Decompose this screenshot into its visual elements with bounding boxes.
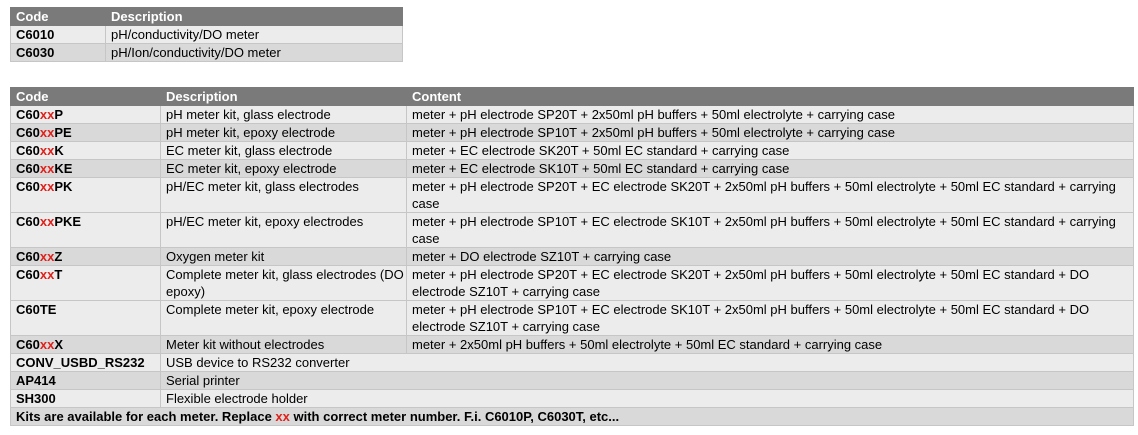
table-row [11,354,1134,372]
kit-content: meter + DO electrode SZ10T + carrying case [407,248,1134,266]
table-row [11,336,1134,354]
kit-code [11,301,161,336]
accessory-code: SH300 [11,390,161,408]
kit-code [11,106,161,124]
kit-code-placeholder: xx [39,107,55,122]
table-row [11,160,1134,178]
kit-description: Complete meter kit, glass electrodes (DO epoxy) [161,266,407,301]
kit-code [11,248,161,266]
kit-content: meter + pH electrode SP10T + EC electrode SK10T + 2x50ml pH buffers + 50ml electrolyte + 50ml EC standard + DO electrode SZ10T + carrying case [407,301,1134,336]
kit-code-prefix: C60 [16,249,40,264]
kit-content: meter + pH electrode SP20T + 2x50ml pH buffers + 50ml electrolyte + carrying case [407,106,1134,124]
kit-code-prefix: C60 [16,107,40,122]
kit-content: meter + EC electrode SK10T + 50ml EC standard + carrying case [407,160,1134,178]
kit-code-suffix: T [54,267,63,282]
kit-description: pH meter kit, epoxy electrode [161,124,407,142]
kit-code-placeholder: xx [39,125,55,140]
kits-header-row [11,88,1134,106]
footer-note-after: with correct meter number. F.i. C6010P, C6030T, etc... [289,409,620,424]
kit-code-placeholder: xx [39,161,55,176]
kit-code-placeholder: xx [39,267,55,282]
kit-code-suffix: PK [54,179,73,194]
table-row [11,44,403,62]
kit-code-placeholder: xx [39,179,55,194]
kit-description: EC meter kit, epoxy electrode [161,160,407,178]
table-row [11,178,1134,213]
kit-code-placeholder: xx [39,249,55,264]
table-row [11,390,1134,408]
kit-content: meter + pH electrode SP10T + EC electrode SK10T + 2x50ml pH buffers + 50ml electrolyte + 50ml EC standard + carrying case [407,213,1134,248]
table-row [11,106,1134,124]
kit-code-prefix: C60 [16,143,40,158]
table-row [11,213,1134,248]
table-row [11,301,1134,336]
kit-code-prefix: C60 [16,125,40,140]
meter-code: C6030 [11,44,106,62]
kits-header-code: Code [11,88,161,106]
accessory-code: CONV_USBD_RS232 [11,354,161,372]
kit-description: pH/EC meter kit, epoxy electrodes [161,213,407,248]
accessory-code: AP414 [11,372,161,390]
kit-code-prefix: C60 [16,179,40,194]
accessory-description: Serial printer [161,372,1134,390]
accessory-description: Flexible electrode holder [161,390,1134,408]
kit-code-placeholder: xx [39,143,55,158]
table-row [11,26,403,44]
table-row [11,124,1134,142]
kits-header-content: Content [407,88,1134,106]
kit-code [11,160,161,178]
kit-code-suffix: PKE [54,214,82,229]
kits-header-description: Description [161,88,407,106]
accessory-description: USB device to RS232 converter [161,354,1134,372]
kit-code-suffix: TE [39,302,57,317]
kit-code-prefix: C60 [16,302,40,317]
footer-note-placeholder: xx [275,409,290,424]
kit-code-suffix: KE [54,161,73,176]
kit-description: Complete meter kit, epoxy electrode [161,301,407,336]
kit-description: pH meter kit, glass electrode [161,106,407,124]
kit-code-suffix: P [54,107,63,122]
kits-table [10,87,1134,426]
kit-code [11,142,161,160]
kit-code-suffix: Z [54,249,63,264]
kit-content: meter + pH electrode SP10T + 2x50ml pH buffers + 50ml electrolyte + carrying case [407,124,1134,142]
meter-code: C6010 [11,26,106,44]
meters-header-description: Description [106,8,403,26]
kit-content: meter + pH electrode SP20T + EC electrode SK20T + 2x50ml pH buffers + 50ml electrolyte + 50ml EC standard + carrying case [407,178,1134,213]
kit-code-suffix: PE [54,125,72,140]
kit-content: meter + pH electrode SP20T + EC electrode SK20T + 2x50ml pH buffers + 50ml electrolyte + 50ml EC standard + DO electrode SZ10T + carrying case [407,266,1134,301]
kit-code-placeholder: xx [39,337,55,352]
kit-description: pH/EC meter kit, glass electrodes [161,178,407,213]
meter-description: pH/Ion/conductivity/DO meter [106,44,403,62]
footer-note [11,408,1134,426]
kit-code-suffix: K [54,143,64,158]
kit-code-prefix: C60 [16,214,40,229]
meters-header-code: Code [11,8,106,26]
kit-code [11,213,161,248]
kit-code [11,336,161,354]
kit-code-suffix: X [54,337,63,352]
footer-note-before: Kits are available for each meter. Replace [16,409,276,424]
meters-table [10,7,403,62]
kit-code-prefix: C60 [16,337,40,352]
table-row [11,266,1134,301]
kit-code [11,266,161,301]
kit-code [11,178,161,213]
footer-note-row [11,408,1134,426]
kit-code [11,124,161,142]
kit-description: Oxygen meter kit [161,248,407,266]
kit-code-placeholder: xx [39,214,55,229]
kit-code-prefix: C60 [16,161,40,176]
table-row [11,372,1134,390]
kit-code-prefix: C60 [16,267,40,282]
meters-header-row [11,8,403,26]
kit-description: Meter kit without electrodes [161,336,407,354]
meter-description: pH/conductivity/DO meter [106,26,403,44]
kit-description: EC meter kit, glass electrode [161,142,407,160]
table-row [11,248,1134,266]
kit-content: meter + 2x50ml pH buffers + 50ml electrolyte + 50ml EC standard + carrying case [407,336,1134,354]
kit-content: meter + EC electrode SK20T + 50ml EC standard + carrying case [407,142,1134,160]
table-row [11,142,1134,160]
